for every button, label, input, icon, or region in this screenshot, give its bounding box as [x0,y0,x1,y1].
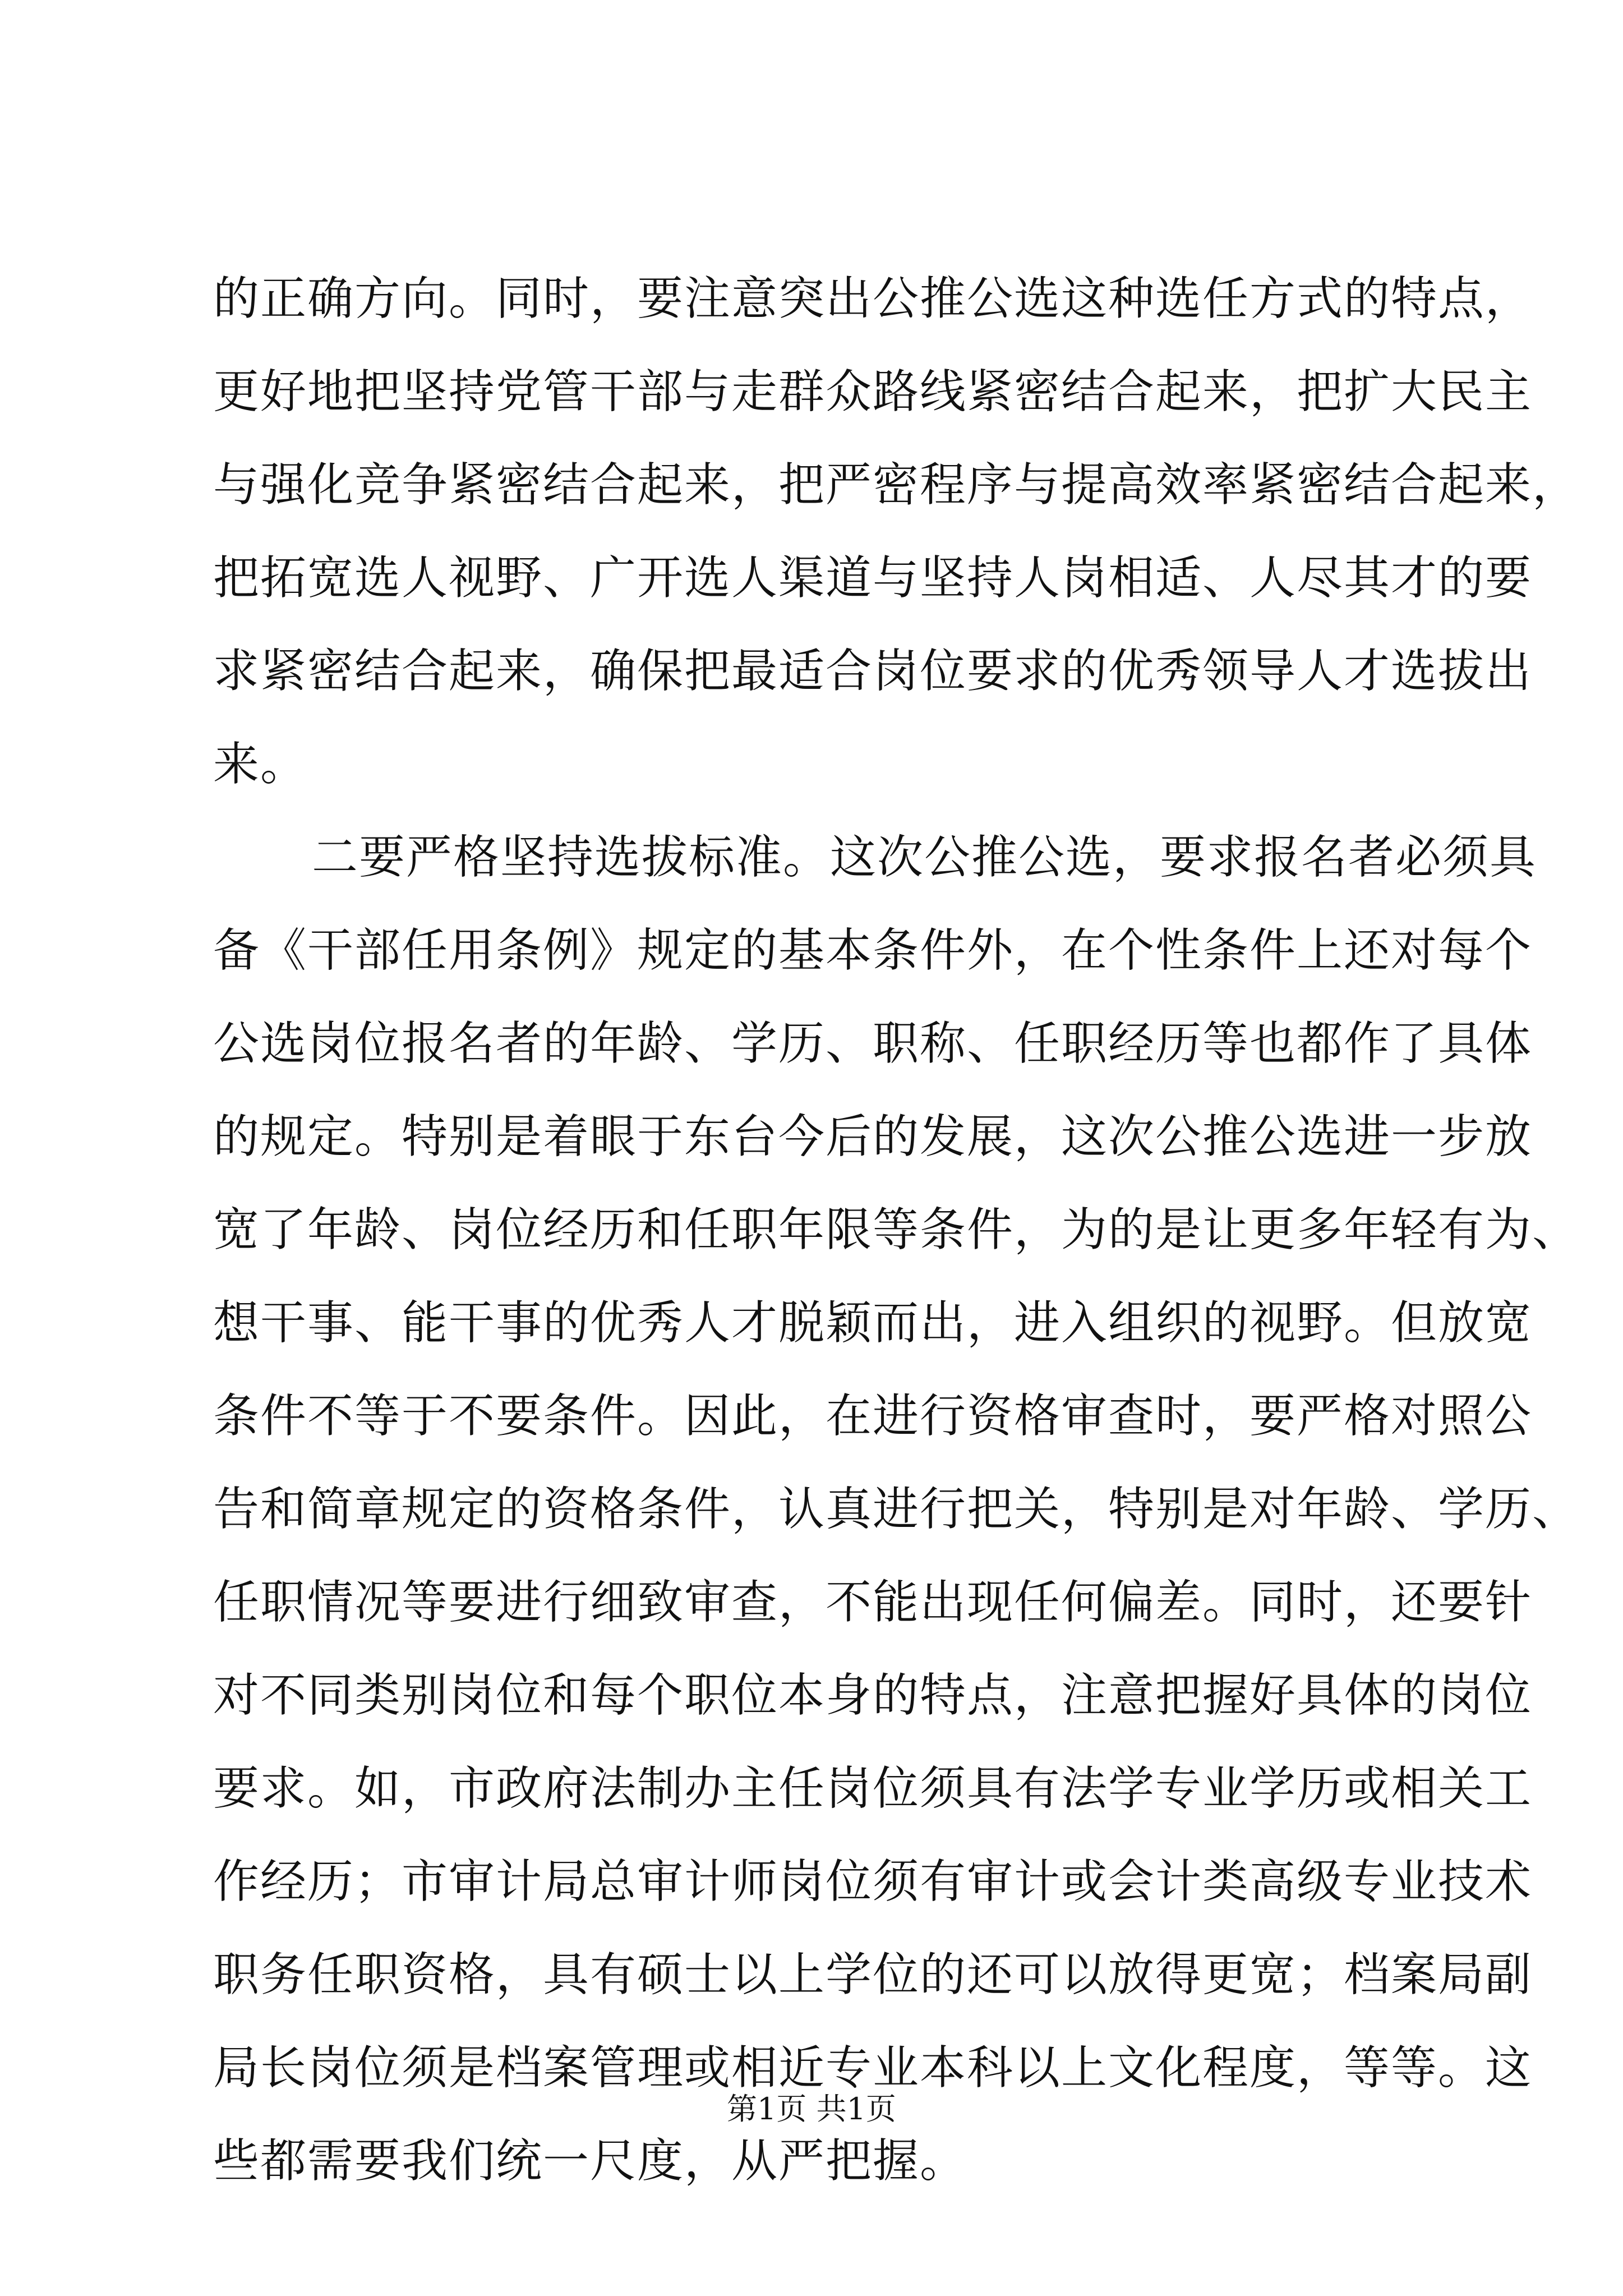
paragraph-1-line-4: 把拓宽选人视野、广开选人渠道与坚持人岗相适、人尽其才的要 [213,551,1533,605]
paragraph-2-line-12: 作经历；市审计局总审计师岗位须有审计或会计类高级专业技术 [213,1855,1533,1908]
paragraph-2-line-14: 局长岗位须是档案管理或相近专业本科以上文化程度，等等。这 [213,2041,1533,2095]
paragraph-2-line-7: 条件不等于不要条件。因此，在进行资格审查时，要严格对照公 [213,1389,1533,1443]
paragraph-1-line-3: 与强化竞争紧密结合起来，把严密程序与提高效率紧密结合起来， [213,458,1580,512]
paragraph-1-line-2: 更好地把坚持党管干部与走群众路线紧密结合起来，把扩大民主 [213,365,1533,418]
paragraph-2-line-11: 要求。如，市政府法制办主任岗位须具有法学专业学历或相关工 [213,1762,1533,1815]
paragraph-2-line-4: 的规定。特别是着眼于东台今后的发展，这次公推公选进一步放 [213,1110,1533,1163]
paragraph-2-line-5: 宽了年龄、岗位经历和任职年限等条件，为的是让更多年轻有为、 [213,1203,1580,1257]
paragraph-2-line-8: 告和简章规定的资格条件，认真进行把关，特别是对年龄、学历、 [213,1483,1580,1536]
paragraph-2-line-6: 想干事、能干事的优秀人才脱颖而出，进入组织的视野。但放宽 [213,1296,1533,1350]
paragraph-2-line-1: 二要严格坚持选拔标准。这次公推公选，要求报名者必须具 [312,831,1537,884]
page-footer: 第1页 共1页 [727,2091,896,2127]
paragraph-2-line-13: 职务任职资格，具有硕士以上学位的还可以放得更宽；档案局副 [213,1948,1533,2001]
paragraph-2-line-10: 对不同类别岗位和每个职位本身的特点，注意把握好具体的岗位 [213,1669,1533,1722]
paragraph-2-line-15: 些都需要我们统一尺度，从严把握。 [213,2134,967,2188]
paragraph-2-line-9: 任职情况等要进行细致审查，不能出现任何偏差。同时，还要针 [213,1576,1533,1629]
paragraph-1-line-1: 的正确方向。同时，要注意突出公推公选这种选任方式的特点， [213,272,1533,325]
paragraph-1-line-5: 求紧密结合起来，确保把最适合岗位要求的优秀领导人才选拔出 [213,645,1533,698]
paragraph-2-line-2: 备《干部任用条例》规定的基本条件外，在个性条件上还对每个 [213,924,1533,977]
document-body [213,252,1580,2208]
paragraph-2-line-3: 公选岗位报名者的年龄、学历、职称、任职经历等也都作了具体 [213,1017,1533,1070]
paragraph-1-line-6: 来。 [213,738,308,791]
